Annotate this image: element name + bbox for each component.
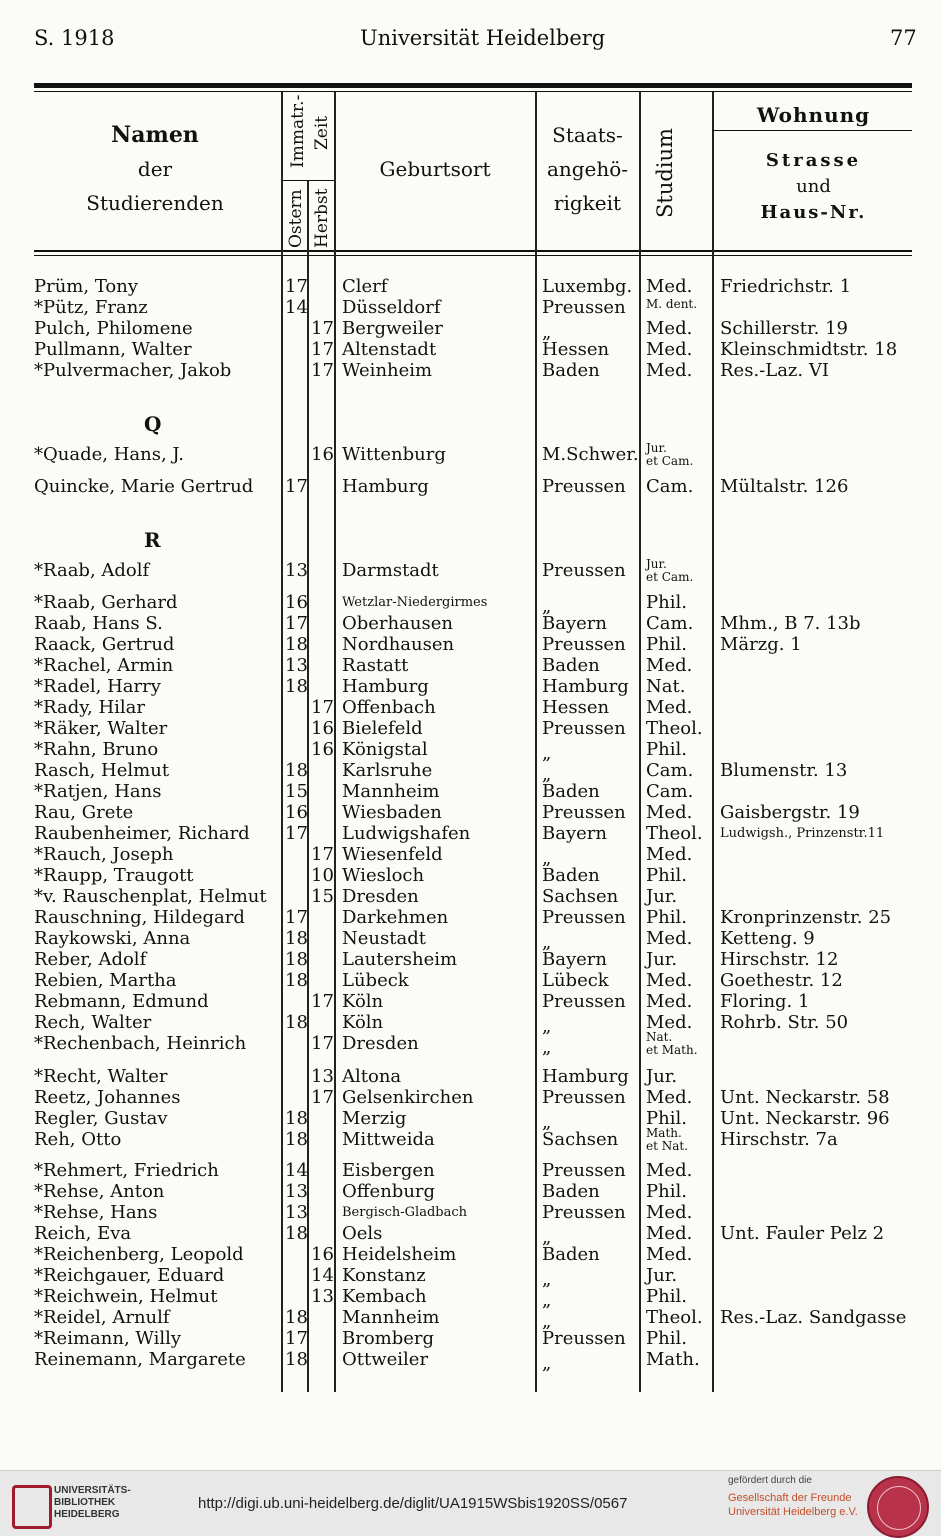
- ostern-year: 18: [285, 1349, 308, 1370]
- student-name: *Reidel, Arnulf: [34, 1307, 170, 1328]
- herbst-year: 15: [311, 886, 334, 907]
- birthplace: Bielefeld: [342, 718, 423, 739]
- address: Märzg. 1: [720, 634, 802, 655]
- study-field: Phil.: [646, 865, 687, 886]
- birthplace: Bromberg: [342, 1328, 435, 1349]
- nationality: „: [542, 1353, 552, 1374]
- student-name: *Radel, Harry: [34, 676, 161, 697]
- nationality: Preussen: [542, 634, 626, 655]
- header-bottom-rule-2: [34, 255, 912, 256]
- ostern-year: 17: [285, 1328, 308, 1349]
- nationality: Luxembg.: [542, 276, 633, 297]
- nationality: Lübeck: [542, 970, 609, 991]
- top-double-rule: [34, 83, 912, 88]
- student-name: Rasch, Helmut: [34, 760, 170, 781]
- birthplace: Altona: [342, 1066, 402, 1087]
- student-name: Reber, Adolf: [34, 949, 147, 970]
- ostern-year: 18: [285, 760, 308, 781]
- birthplace: Mittweida: [342, 1129, 435, 1150]
- nationality: Bayern: [542, 949, 607, 970]
- birthplace: Königstal: [342, 739, 428, 760]
- address: Res.-Laz. Sandgasse: [720, 1307, 907, 1328]
- student-name: *Räker, Walter: [34, 718, 168, 739]
- address: Res.-Laz. VI: [720, 360, 829, 381]
- col-divider-5: [639, 92, 641, 1392]
- study-field: Phil.: [646, 592, 687, 613]
- sponsor-name: [728, 1491, 858, 1519]
- ostern-year: 18: [285, 1129, 308, 1150]
- ostern-year: 13: [285, 655, 308, 676]
- nationality: „: [542, 1112, 552, 1133]
- student-name: Rauschning, Hildegard: [34, 907, 245, 928]
- study-field: Phil.: [646, 1328, 687, 1349]
- student-name: Raab, Hans S.: [34, 613, 163, 634]
- birthplace: Oels: [342, 1223, 383, 1244]
- library-line3: HEIDELBERG: [54, 1509, 120, 1520]
- university-seal-icon: [867, 1476, 929, 1538]
- student-name: *Rahn, Bruno: [34, 739, 159, 760]
- nationality: Preussen: [542, 907, 626, 928]
- birthplace: Dresden: [342, 1033, 419, 1054]
- nationality: M.Schwer.: [542, 444, 639, 465]
- col-divider-1: [281, 92, 283, 1392]
- study-field: M. dent.: [646, 297, 698, 311]
- names-column-header: [40, 118, 270, 220]
- birthplace: Hamburg: [342, 676, 429, 697]
- nationality: Baden: [542, 1181, 600, 1202]
- student-name: Regler, Gustav: [34, 1108, 168, 1129]
- study-field: Jur.: [646, 1066, 678, 1087]
- nationality: Hamburg: [542, 1066, 629, 1087]
- herbst-year: 17: [311, 360, 334, 381]
- study-field: Cam.: [646, 781, 694, 802]
- ostern-year: 15: [285, 781, 308, 802]
- nationality: „: [542, 1227, 552, 1248]
- nationality: „: [542, 1269, 552, 1290]
- immatr-split-rule: [282, 180, 334, 181]
- birthplace: Ludwigshafen: [342, 823, 471, 844]
- study-field: Med.: [646, 360, 693, 381]
- ostern-header: Ostern: [286, 189, 306, 248]
- col-divider-3: [334, 92, 336, 1392]
- top-thin-rule: [34, 91, 912, 92]
- birthplace: Offenburg: [342, 1181, 436, 1202]
- student-name: Rau, Grete: [34, 802, 134, 823]
- residence-sub-line1: Strasse: [765, 150, 862, 171]
- student-name: *Rehse, Anton: [34, 1181, 165, 1202]
- ostern-year: 16: [285, 592, 308, 613]
- nationality: „: [542, 1016, 552, 1037]
- birthplace: Lübeck: [342, 970, 409, 991]
- study-field: Med.: [646, 1202, 693, 1223]
- address: Unt. Fauler Pelz 2: [720, 1223, 885, 1244]
- study-field: Cam.: [646, 476, 694, 497]
- study-field: Med.: [646, 1160, 693, 1181]
- study-field-secondary: et Cam.: [646, 454, 694, 468]
- address: Friedrichstr. 1: [720, 276, 852, 297]
- study-field: Theol.: [646, 1307, 703, 1328]
- birthplace: Wiesenfeld: [342, 844, 443, 865]
- birthplace: Wiesbaden: [342, 802, 442, 823]
- student-name: *Raupp, Traugott: [34, 865, 194, 886]
- names-header-line2: der: [137, 157, 173, 181]
- page-header-left: S. 1918: [34, 26, 115, 50]
- birthplace: Köln: [342, 1012, 384, 1033]
- student-name: Reetz, Johannes: [34, 1087, 181, 1108]
- address: Kronprinzenstr. 25: [720, 907, 892, 928]
- student-name: *Rehmert, Friedrich: [34, 1160, 219, 1181]
- address: Unt. Neckarstr. 96: [720, 1108, 890, 1129]
- ostern-year: 17: [285, 276, 308, 297]
- student-name: Rech, Walter: [34, 1012, 152, 1033]
- student-name: *Reichenberg, Leopold: [34, 1244, 244, 1265]
- ostern-year: 16: [285, 802, 308, 823]
- herbst-year: 16: [311, 444, 334, 465]
- student-name: *Rehse, Hans: [34, 1202, 158, 1223]
- residence-sub-line2: und: [796, 176, 831, 197]
- nationality: Baden: [542, 1244, 600, 1265]
- herbst-year: 16: [311, 718, 334, 739]
- study-field: Med.: [646, 802, 693, 823]
- birthplace: Eisbergen: [342, 1160, 435, 1181]
- ostern-year: 18: [285, 1108, 308, 1129]
- herbst-header: Herbst: [312, 188, 332, 248]
- residence-header: Wohnung: [756, 103, 871, 127]
- nationality: Sachsen: [542, 886, 619, 907]
- student-name: Raubenheimer, Richard: [34, 823, 250, 844]
- ostern-year: 18: [285, 676, 308, 697]
- study-field: Med.: [646, 697, 693, 718]
- ostern-year: 18: [285, 634, 308, 655]
- birthplace: Nordhausen: [342, 634, 455, 655]
- student-name: Reinemann, Margarete: [34, 1349, 246, 1370]
- ostern-year: 18: [285, 928, 308, 949]
- state-header-line1: Staats-: [552, 123, 623, 147]
- study-field: Phil.: [646, 907, 687, 928]
- nationality: „: [542, 596, 552, 617]
- birthplace: Merzig: [342, 1108, 407, 1129]
- study-field: Phil.: [646, 634, 687, 655]
- study-field: Phil.: [646, 1286, 687, 1307]
- col-divider-6: [712, 92, 714, 1392]
- study-field: Jur.: [646, 1265, 678, 1286]
- birthplace: Rastatt: [342, 655, 409, 676]
- study-field: Med.: [646, 318, 693, 339]
- study-field: Med.: [646, 991, 693, 1012]
- zeit-header: Zeit: [312, 115, 332, 150]
- permalink[interactable]: http://digi.ub.uni-heidelberg.de/diglit/UA1915WSbis1920SS/0567: [198, 1495, 628, 1512]
- study-field: Nat.: [646, 1030, 673, 1044]
- birthplace: Konstanz: [342, 1265, 426, 1286]
- nationality: Hessen: [542, 697, 610, 718]
- study-field-secondary: et Nat.: [646, 1139, 689, 1153]
- study-field: Med.: [646, 1244, 693, 1265]
- sponsor-pre: gefördert durch die: [728, 1475, 812, 1486]
- student-name: Rebien, Martha: [34, 970, 177, 991]
- nationality: Preussen: [542, 560, 626, 581]
- birthplace: Lautersheim: [342, 949, 458, 970]
- address: Floring. 1: [720, 991, 810, 1012]
- birthplace: Bergweiler: [342, 318, 443, 339]
- study-field: Theol.: [646, 718, 703, 739]
- address: Ludwigsh., Prinzenstr.11: [720, 826, 885, 841]
- birthplace: Neustadt: [342, 928, 426, 949]
- study-field: Jur.: [646, 557, 667, 571]
- names-header-line1: Namen: [111, 122, 199, 148]
- ostern-year: 17: [285, 907, 308, 928]
- ostern-year: 17: [285, 613, 308, 634]
- study-field-secondary: et Cam.: [646, 570, 694, 584]
- nationality: Preussen: [542, 718, 626, 739]
- names-header-line3: Studierenden: [86, 191, 224, 215]
- study-field: Nat.: [646, 676, 686, 697]
- ostern-year: 14: [285, 1160, 308, 1181]
- nationality: Baden: [542, 865, 600, 886]
- nationality: „: [542, 743, 552, 764]
- study-field: Cam.: [646, 760, 694, 781]
- nationality: Preussen: [542, 1202, 626, 1223]
- study-field: Med.: [646, 1087, 693, 1108]
- section-letter-r: R: [144, 528, 161, 552]
- study-field: Jur.: [646, 441, 667, 455]
- student-name: *Raab, Adolf: [34, 560, 150, 581]
- student-name: Quincke, Marie Gertrud: [34, 476, 254, 497]
- study-field: Phil.: [646, 739, 687, 760]
- ostern-year: 18: [285, 970, 308, 991]
- herbst-year: 17: [311, 339, 334, 360]
- address: Unt. Neckarstr. 58: [720, 1087, 890, 1108]
- nationality: „: [542, 1037, 552, 1058]
- birthplace: Wittenburg: [342, 444, 446, 465]
- study-field-secondary: et Math.: [646, 1043, 698, 1057]
- ostern-year: 17: [285, 823, 308, 844]
- birthplace: Mannheim: [342, 781, 440, 802]
- nationality: „: [542, 1311, 552, 1332]
- ostern-year: 13: [285, 1181, 308, 1202]
- student-name: Pullmann, Walter: [34, 339, 192, 360]
- herbst-year: 17: [311, 991, 334, 1012]
- address: Rohrb. Str. 50: [720, 1012, 849, 1033]
- nationality: Hamburg: [542, 676, 629, 697]
- birthplace: Dresden: [342, 886, 419, 907]
- ostern-year: 17: [285, 476, 308, 497]
- state-header-line2: angehö-: [546, 157, 629, 181]
- nationality: Bayern: [542, 613, 607, 634]
- student-name: Prüm, Tony: [34, 276, 139, 297]
- nationality: Preussen: [542, 802, 626, 823]
- student-name: *Rauch, Joseph: [34, 844, 174, 865]
- address: Mültalstr. 126: [720, 476, 849, 497]
- residence-sub-header: [715, 148, 912, 226]
- sponsor-line1: Gesellschaft der Freunde: [728, 1492, 852, 1504]
- col-divider-4: [535, 92, 537, 1392]
- student-name: Pulch, Philomene: [34, 318, 193, 339]
- birthplace: Darkehmen: [342, 907, 449, 928]
- address: Ketteng. 9: [720, 928, 815, 949]
- student-name: Raykowski, Anna: [34, 928, 191, 949]
- birthplace: Düsseldorf: [342, 297, 441, 318]
- footer-bar: [0, 1470, 941, 1536]
- nationality: „: [542, 848, 552, 869]
- student-name: *Reimann, Willy: [34, 1328, 182, 1349]
- study-field: Theol.: [646, 823, 703, 844]
- student-name: *Pütz, Franz: [34, 297, 148, 318]
- nationality: Preussen: [542, 1087, 626, 1108]
- ostern-year: 18: [285, 949, 308, 970]
- herbst-year: 16: [311, 1244, 334, 1265]
- student-name: *Rachel, Armin: [34, 655, 174, 676]
- ostern-year: 18: [285, 1223, 308, 1244]
- birthplace: Gelsenkirchen: [342, 1087, 474, 1108]
- header-bottom-rule: [34, 250, 912, 252]
- herbst-year: 17: [311, 697, 334, 718]
- address: Schillerstr. 19: [720, 318, 848, 339]
- birthplace: Darmstadt: [342, 560, 439, 581]
- nationality: Preussen: [542, 1160, 626, 1181]
- herbst-year: 17: [311, 1087, 334, 1108]
- library-name: [54, 1485, 131, 1521]
- student-name: *Raab, Gerhard: [34, 592, 178, 613]
- nationality: Preussen: [542, 476, 626, 497]
- state-header-line3: rigkeit: [553, 191, 622, 215]
- study-field: Med.: [646, 655, 693, 676]
- nationality: „: [542, 932, 552, 953]
- student-name: *Quade, Hans, J.: [34, 444, 184, 465]
- study-field: Med.: [646, 1223, 693, 1244]
- nationality: Sachsen: [542, 1129, 619, 1150]
- nationality: „: [542, 764, 552, 785]
- library-line1: UNIVERSITÄTS-: [54, 1485, 131, 1496]
- student-name: Reich, Eva: [34, 1223, 132, 1244]
- study-field: Math.: [646, 1349, 700, 1370]
- address: Hirschstr. 12: [720, 949, 839, 970]
- herbst-year: 17: [311, 318, 334, 339]
- library-line2: BIBLIOTHEK: [54, 1497, 116, 1508]
- library-logo-icon: [12, 1485, 52, 1529]
- sponsor-line2: Universität Heidelberg e.V.: [728, 1506, 858, 1518]
- birthplace: Wetzlar-Niedergirmes: [342, 595, 488, 610]
- student-name: *Reichwein, Helmut: [34, 1286, 218, 1307]
- student-name: *Rady, Hilar: [34, 697, 145, 718]
- study-header: Studium: [653, 128, 677, 218]
- birthplace-header: Geburtsort: [379, 157, 491, 181]
- nationality: „: [542, 322, 552, 343]
- nationality: Bayern: [542, 823, 607, 844]
- herbst-year: 17: [311, 844, 334, 865]
- nationality: Baden: [542, 781, 600, 802]
- study-field: Med.: [646, 928, 693, 949]
- herbst-year: 13: [311, 1066, 334, 1087]
- nationality: Preussen: [542, 991, 626, 1012]
- nationality: Hessen: [542, 339, 610, 360]
- herbst-year: 16: [311, 739, 334, 760]
- study-field: Math.: [646, 1126, 682, 1140]
- birthplace: Clerf: [342, 276, 388, 297]
- study-field: Med.: [646, 339, 693, 360]
- student-name: Raack, Gertrud: [34, 634, 175, 655]
- herbst-year: 13: [311, 1286, 334, 1307]
- nationality: „: [542, 1290, 552, 1311]
- page-number: 77: [890, 26, 917, 50]
- student-name: *Ratjen, Hans: [34, 781, 162, 802]
- birthplace: Oberhausen: [342, 613, 453, 634]
- birthplace: Wiesloch: [342, 865, 425, 886]
- nationality: Preussen: [542, 1328, 626, 1349]
- address: Blumenstr. 13: [720, 760, 848, 781]
- birthplace: Weinheim: [342, 360, 433, 381]
- student-name: *v. Rauschenplat, Helmut: [34, 886, 267, 907]
- study-field: Cam.: [646, 613, 694, 634]
- herbst-year: 10: [311, 865, 334, 886]
- birthplace: Kembach: [342, 1286, 427, 1307]
- student-name: Reh, Otto: [34, 1129, 122, 1150]
- study-field: Med.: [646, 970, 693, 991]
- ostern-year: 18: [285, 1012, 308, 1033]
- birthplace: Köln: [342, 991, 384, 1012]
- study-field: Med.: [646, 276, 693, 297]
- nationality: Baden: [542, 360, 600, 381]
- address: Mhm., B 7. 13b: [720, 613, 861, 634]
- residence-sub-line3: Haus-Nr.: [760, 202, 867, 223]
- student-name: *Recht, Walter: [34, 1066, 168, 1087]
- birthplace: Ottweiler: [342, 1349, 429, 1370]
- birthplace: Altenstadt: [342, 339, 437, 360]
- study-field: Med.: [646, 1012, 693, 1033]
- student-name: *Rechenbach, Heinrich: [34, 1033, 247, 1054]
- page-header-title: Universität Heidelberg: [360, 26, 606, 50]
- birthplace: Offenbach: [342, 697, 436, 718]
- student-name: *Pulvermacher, Jakob: [34, 360, 232, 381]
- birthplace: Hamburg: [342, 476, 429, 497]
- ostern-year: 18: [285, 1307, 308, 1328]
- address: Goethestr. 12: [720, 970, 843, 991]
- birthplace: Karlsruhe: [342, 760, 433, 781]
- nationality: Baden: [542, 655, 600, 676]
- study-field: Med.: [646, 844, 693, 865]
- address: Kleinschmidtstr. 18: [720, 339, 898, 360]
- ostern-year: 14: [285, 297, 308, 318]
- immatr-header: Immatr.-: [288, 94, 308, 168]
- address: Gaisbergstr. 19: [720, 802, 860, 823]
- study-field: Phil.: [646, 1108, 687, 1129]
- study-field: Phil.: [646, 1181, 687, 1202]
- herbst-year: 17: [311, 1033, 334, 1054]
- birthplace: Bergisch-Gladbach: [342, 1205, 467, 1220]
- section-letter-q: Q: [144, 412, 162, 436]
- address: Hirschstr. 7a: [720, 1129, 838, 1150]
- student-name: Rebmann, Edmund: [34, 991, 209, 1012]
- state-column-header: [540, 118, 635, 220]
- ostern-year: 13: [285, 560, 308, 581]
- herbst-year: 14: [311, 1265, 334, 1286]
- nationality: Preussen: [542, 297, 626, 318]
- study-field: Jur.: [646, 949, 678, 970]
- study-field: Jur.: [646, 886, 678, 907]
- ostern-year: 13: [285, 1202, 308, 1223]
- birthplace: Heidelsheim: [342, 1244, 457, 1265]
- birthplace: Mannheim: [342, 1307, 440, 1328]
- student-name: *Reichgauer, Eduard: [34, 1265, 225, 1286]
